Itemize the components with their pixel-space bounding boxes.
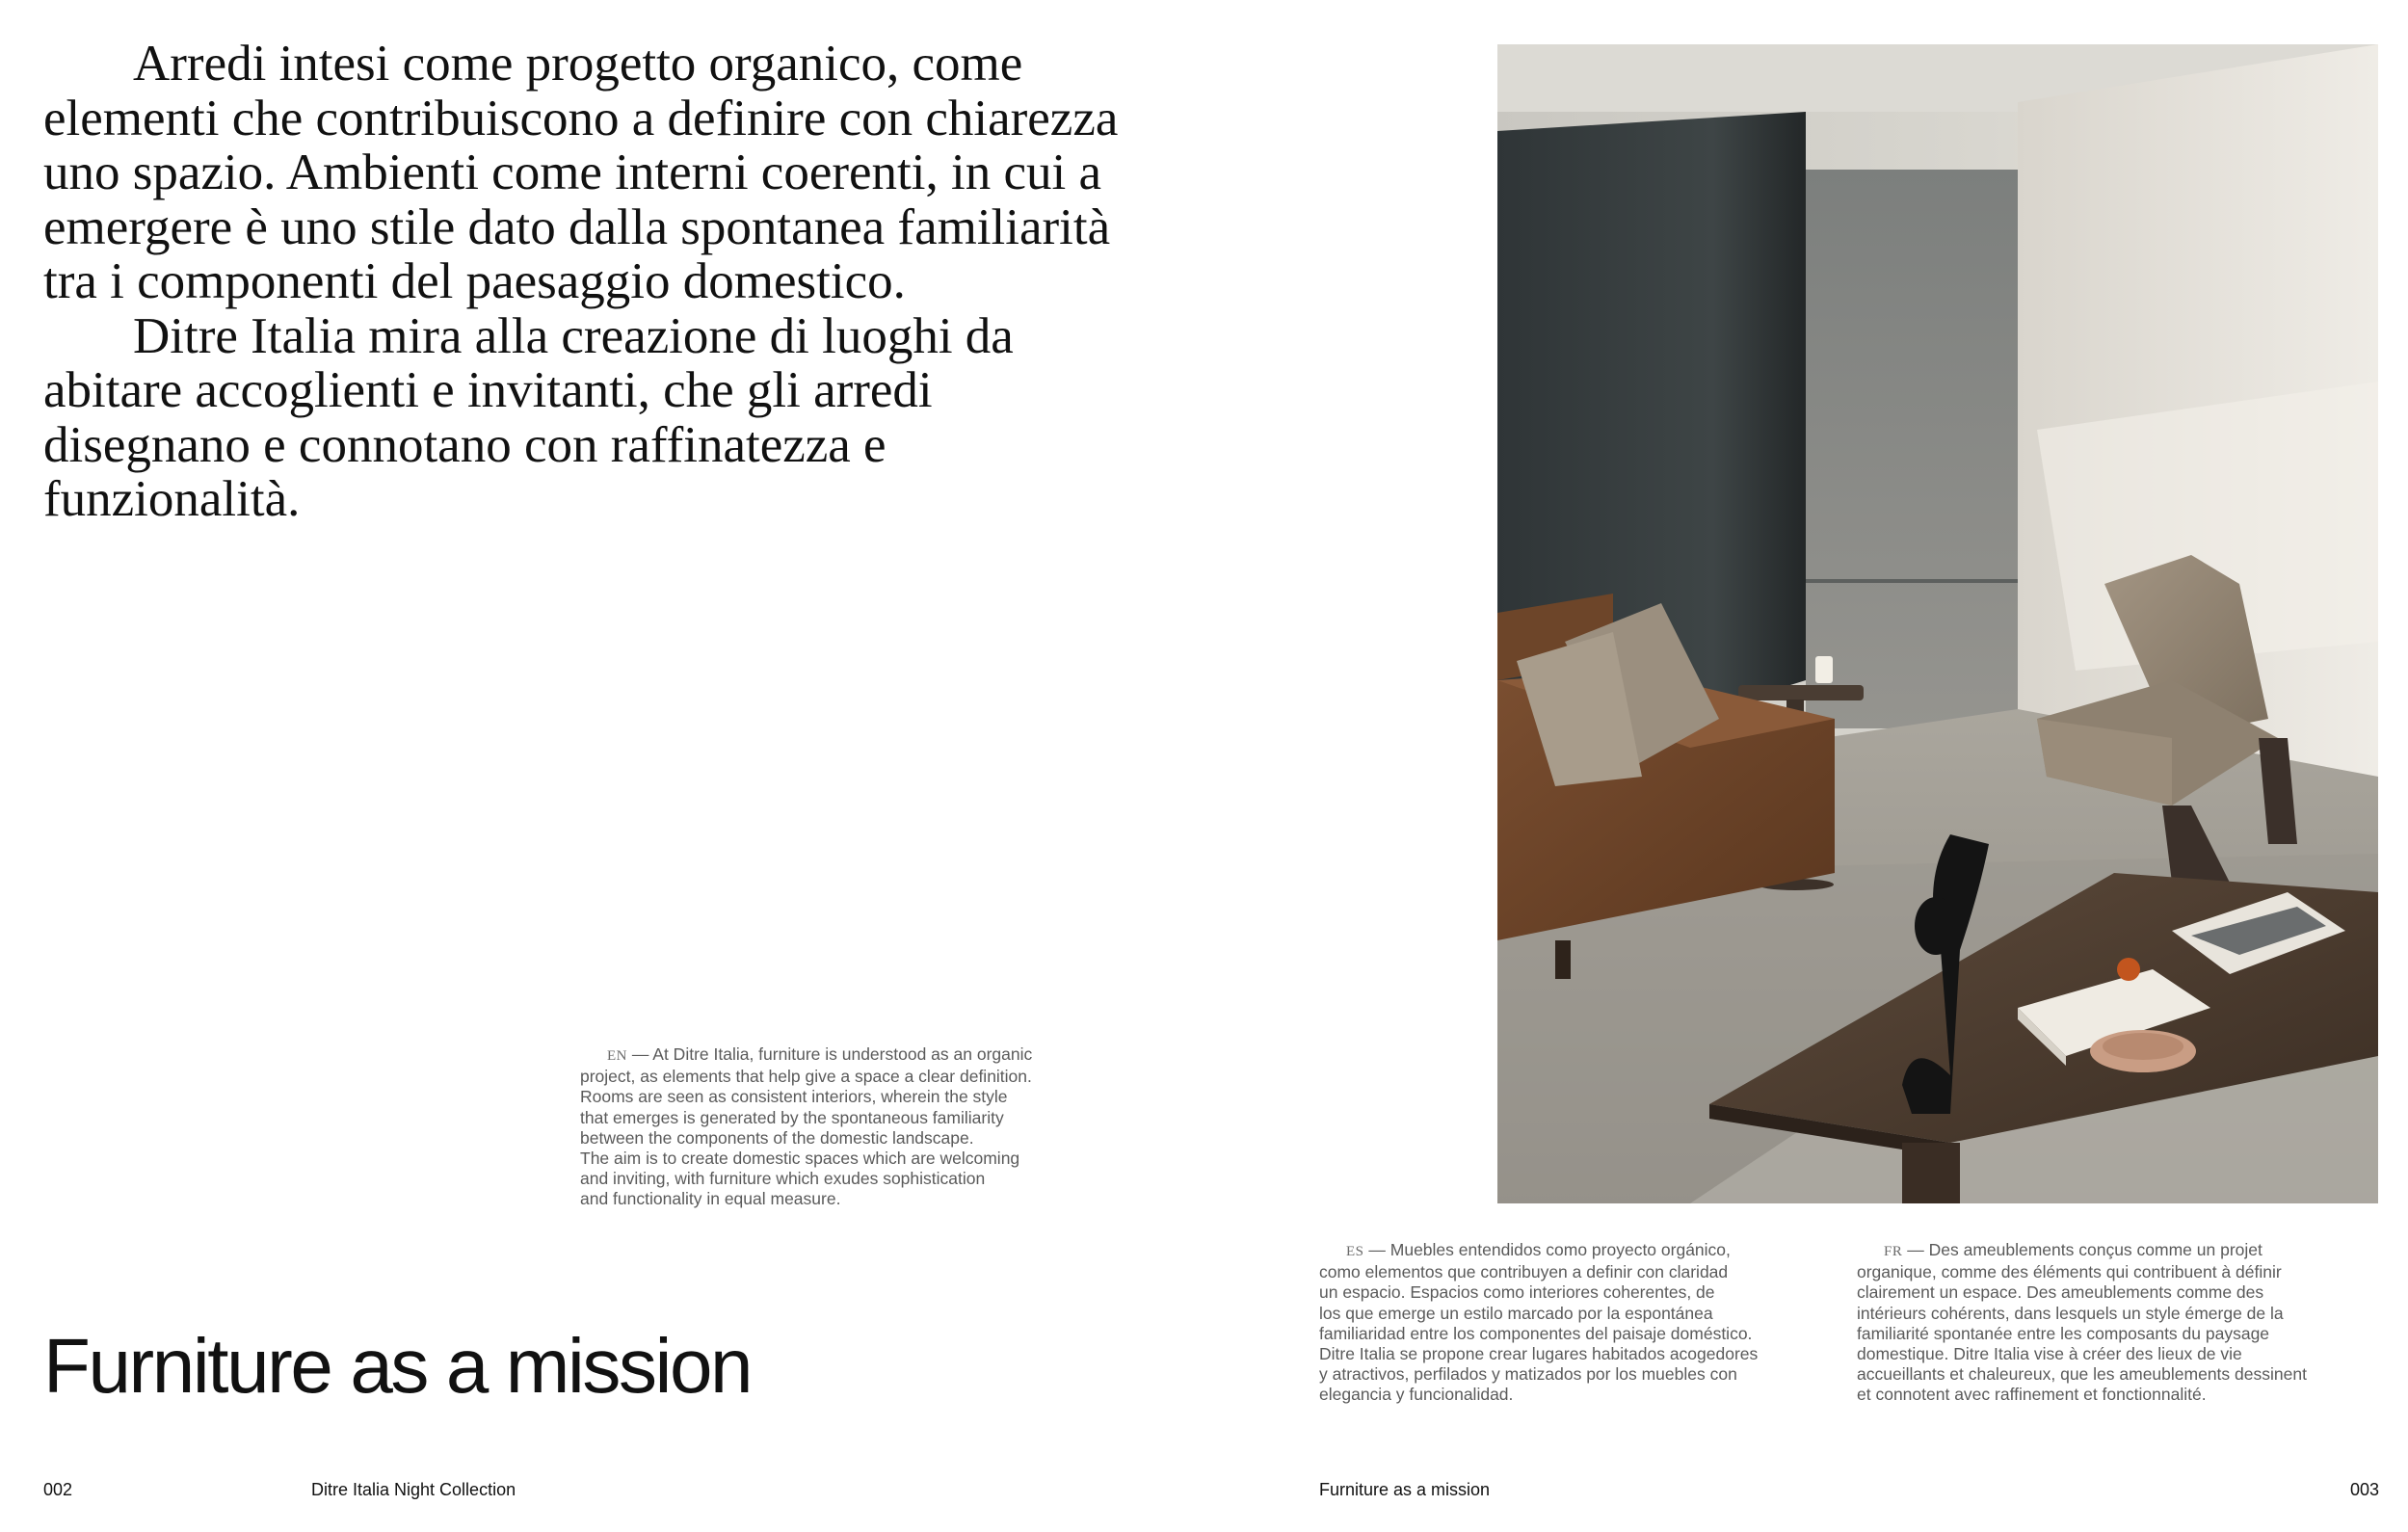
text-line: como elementos que contribuyen a definir con claridad [1319,1262,1729,1282]
page-number-right: 003 [2349,1480,2379,1499]
language-code: EN [607,1048,627,1064]
text-line: los que emerge un estilo marcado por la espontánea [1319,1303,1713,1323]
text-line: clairement un espace. Des ameublements comme des [1857,1282,2264,1303]
dash: — [631,1044,649,1064]
running-section-title: Furniture as a mission [1319,1480,1491,1499]
intro-paragraph: Arredi intesi come progetto organico, come elementi che contribuiscono a definire con chiarezza uno spazio. Ambienti come interni coerenti, in cui a emergere è uno stile dato dalla spontanea familiarità tra i componenti del paesaggio domestico. [43,36,1119,309]
dash: — [1907,1240,1924,1259]
right-page [1204,0,2408,1532]
spanish-first-line [1319,1240,1820,1262]
text-line: accueillants et chaleureux, que les ameublements dessinent [1857,1364,2307,1385]
interior-photo [1497,44,2378,1203]
text-line: domestique. Ditre Italia vise à créer des lieux de vie [1857,1344,2242,1364]
intro-paragraph: Ditre Italia mira alla creazione di luoghi da abitare accoglienti e invitanti, che gli arredi disegnano e connotano con raffinatezza e funzionalità. [43,307,1014,527]
text-line: The aim is to create domestic spaces which are welcoming [580,1149,1020,1169]
text-line: At Ditre Italia, furniture is understood as an organic [652,1044,1033,1064]
text-line: and functionality in equal measure. [580,1189,841,1209]
dash: — [1368,1240,1386,1259]
text-line: between the components of the domestic landscape. [580,1127,974,1148]
section-title: Furniture as a mission [43,1323,752,1409]
text-line: Ditre Italia se propone crear lugares habitados acogedores [1319,1344,1759,1364]
text-line: Muebles entendidos como proyecto orgánico, [1389,1240,1731,1259]
interior-photo-illustration [1497,44,2378,1203]
language-code: FR [1884,1244,1903,1259]
text-line: familiaridad entre los componentes del paisaje doméstico. [1319,1323,1753,1343]
text-line: project, as elements that help give a space a clear definition. [580,1067,1032,1087]
text-line: that emerges is generated by the spontaneous familiarity [580,1107,1004,1127]
english-text-block [580,1044,1120,1210]
text-line: organique, comme des éléments qui contribuent à définir [1857,1262,2282,1282]
french-text-block [1857,1240,2368,1406]
collection-name: Ditre Italia Night Collection [311,1480,516,1499]
text-line: Des ameublements conçus comme un projet [1928,1240,2262,1259]
text-line: y atractivos, perfilados y matizados por los muebles con [1319,1364,1737,1385]
text-line: familiarité spontanée entre les composants du paysage [1857,1323,2270,1343]
page-number-left: 002 [43,1480,73,1499]
text-line: un espacio. Espacios como interiores coherentes, de [1319,1282,1715,1303]
french-first-line [1857,1240,2368,1262]
text-line: and inviting, with furniture which exudes sophistication [580,1169,986,1189]
intro-text [43,37,1151,527]
spanish-text-block [1319,1240,1820,1406]
text-line: Rooms are seen as consistent interiors, wherein the style [580,1087,1008,1107]
english-first-line [580,1044,1120,1067]
text-line: elegancia y funcionalidad. [1319,1385,1514,1405]
text-line: et connotent avec raffinement et fonctionnalité. [1857,1385,2207,1405]
text-line: intérieurs cohérents, dans lesquels un style émerge de la [1857,1303,2284,1323]
language-code: ES [1346,1244,1364,1259]
